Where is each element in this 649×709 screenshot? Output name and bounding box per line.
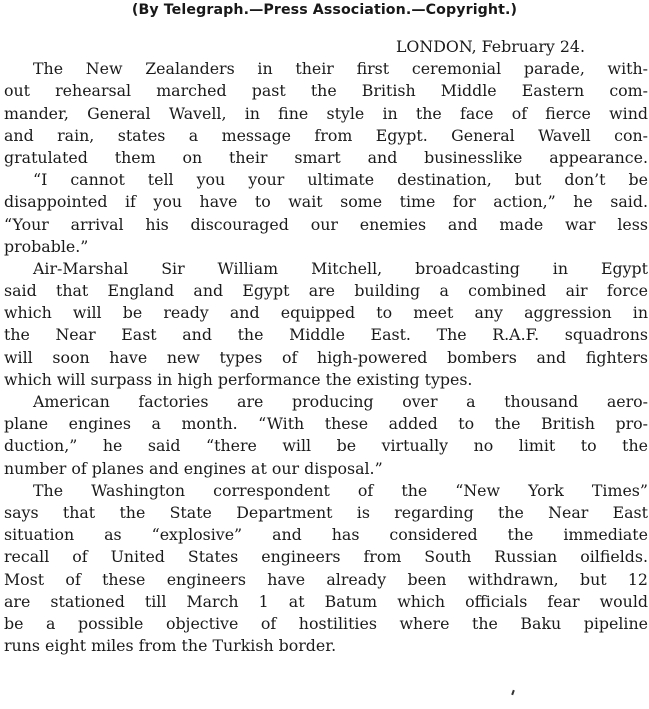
article-line: disappointed if you have to wait some time for action,” he said. bbox=[4, 192, 648, 212]
article-line: gratulated them on their smart and businesslike appearance. bbox=[4, 147, 648, 167]
article-line: recall of United States engineers from South Russian oilfields. bbox=[4, 547, 648, 567]
article-line: duction,” he said “there will be virtually no limit to the bbox=[4, 436, 648, 456]
article-line: and rain, states a message from Egypt. General Wavell con- bbox=[4, 125, 648, 145]
article-line: Most of these engineers have already been withdrawn, but 12 bbox=[4, 569, 648, 589]
article-line: which will surpass in high performance the existing types. bbox=[4, 369, 473, 389]
article-line: runs eight miles from the Turkish border. bbox=[4, 636, 337, 656]
article-line: mander, General Wavell, in fine style in the face of fierce wind bbox=[4, 103, 648, 123]
article-line: says that the State Department is regarding the Near East bbox=[4, 502, 648, 522]
article-line: said that England and Egypt are building a combined air force bbox=[4, 281, 648, 301]
dateline: LONDON, February 24. bbox=[395, 37, 585, 56]
press-credit: (By Telegraph.—Press Association.—Copyright.) bbox=[131, 2, 518, 18]
article-line: “Your arrival his discouraged our enemies and made war less bbox=[4, 214, 648, 234]
article-line: situation as “explosive” and has considered the immediate bbox=[4, 525, 648, 545]
article-line: out rehearsal marched past the British Middle Eastern com- bbox=[4, 81, 648, 101]
article-line: plane engines a month. “With these added to the British pro- bbox=[4, 414, 648, 434]
article-line: American factories are producing over a thousand aero- bbox=[33, 392, 648, 411]
article-line: are stationed till March 1 at Batum which officials fear would bbox=[4, 591, 648, 611]
article-line: the Near East and the Middle East. The R.A.F. squadrons bbox=[4, 325, 648, 345]
article-line: “I cannot tell you your ultimate destination, but don’t be bbox=[33, 170, 648, 190]
article-line: number of planes and engines at our disposal.” bbox=[4, 458, 383, 478]
article-line: will soon have new types of high-powered bombers and fighters bbox=[4, 347, 648, 367]
article-line: be a possible objective of hostilities where the Baku pipeline bbox=[4, 613, 648, 633]
article-line: Air-Marshal Sir William Mitchell, broadcasting in Egypt bbox=[33, 258, 648, 278]
print-speck bbox=[511, 690, 515, 695]
article-line: which will be ready and equipped to meet any aggression in bbox=[4, 303, 648, 323]
article-line: The New Zealanders in their first ceremonial parade, with- bbox=[33, 59, 648, 79]
article-line: probable.” bbox=[4, 236, 89, 256]
article-line: The Washington correspondent of the “New York Times” bbox=[33, 480, 648, 500]
article-body bbox=[4, 36, 648, 657]
